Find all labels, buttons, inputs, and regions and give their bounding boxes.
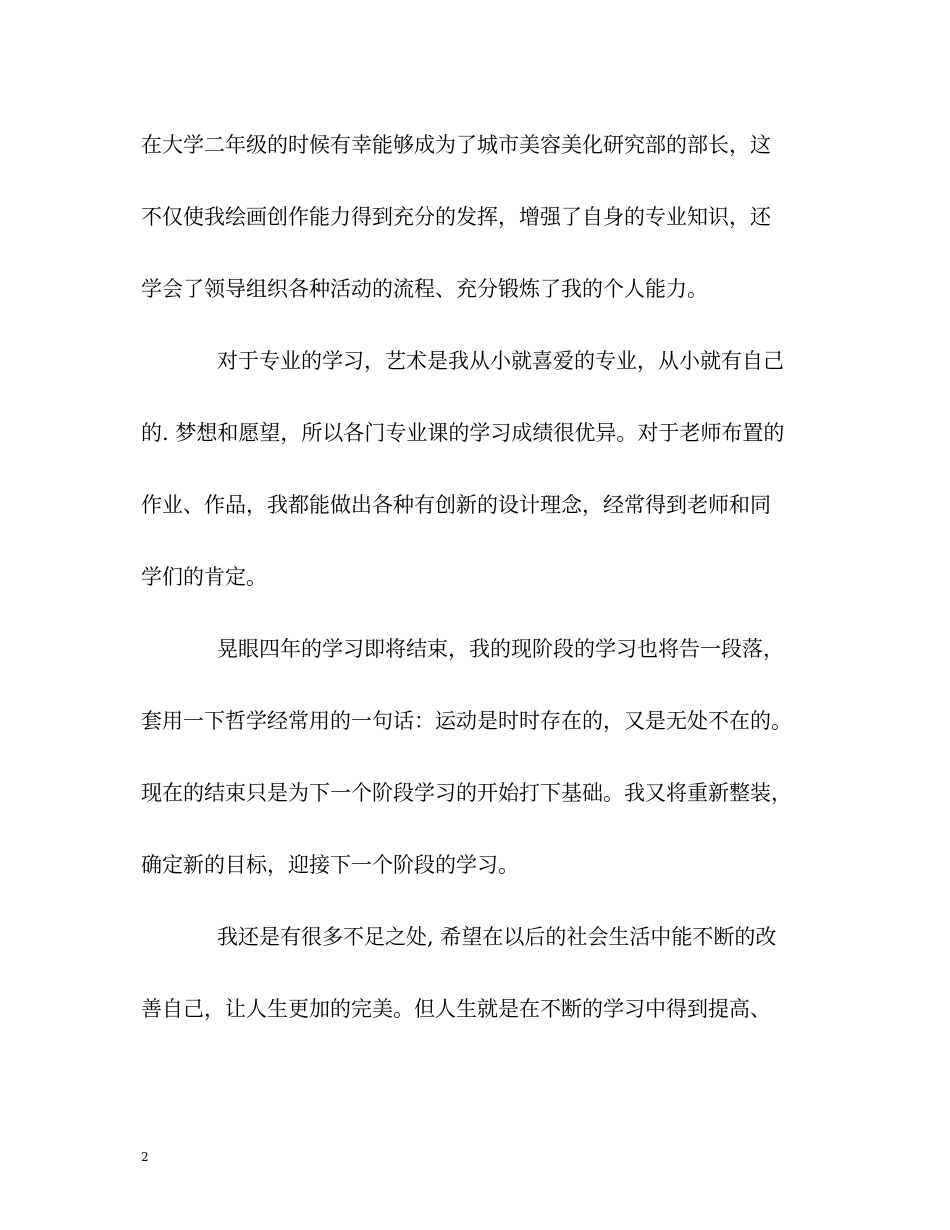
text-line: 现在的结束只是为下一个阶段学习的开始打下基础。我又将重新整装，: [141, 781, 792, 805]
text-line: 套用一下哲学经常用的一句话：运动是时时存在的，又是无处不在的。: [141, 709, 792, 733]
text-line: 学会了领导组织各种活动的流程、充分锻炼了我的个人能力。: [141, 277, 708, 301]
text-line: 学们的肯定。: [141, 565, 267, 589]
text-line-indented: 对于专业的学习，艺术是我从小就喜爱的专业，从小就有自己: [217, 349, 784, 373]
text-line: 在大学二年级的时候有幸能够成为了城市美容美化研究部的部长，这: [141, 133, 771, 157]
body-text: [141, 120, 813, 1056]
text-line-indented: 我还是有很多不足之处, 希望在以后的社会生活中能不断的改: [217, 925, 777, 949]
text-line: 作业、作品，我都能做出各种有创新的设计理念，经常得到老师和同: [141, 493, 771, 517]
page-number: 2: [141, 1150, 149, 1164]
text-line-indented: 晃眼四年的学习即将结束，我的现阶段的学习也将告一段落，: [217, 637, 784, 661]
text-line: 善自己，让人生更加的完美。但人生就是在不断的学习中得到提高、: [141, 997, 771, 1021]
text-line: 不仅使我绘画创作能力得到充分的发挥，增强了自身的专业知识，还: [141, 205, 771, 229]
text-line: 的. 梦想和愿望，所以各门专业课的学习成绩很优异。对于老师布置的: [141, 421, 785, 445]
text-line: 确定新的目标，迎接下一个阶段的学习。: [141, 853, 519, 877]
